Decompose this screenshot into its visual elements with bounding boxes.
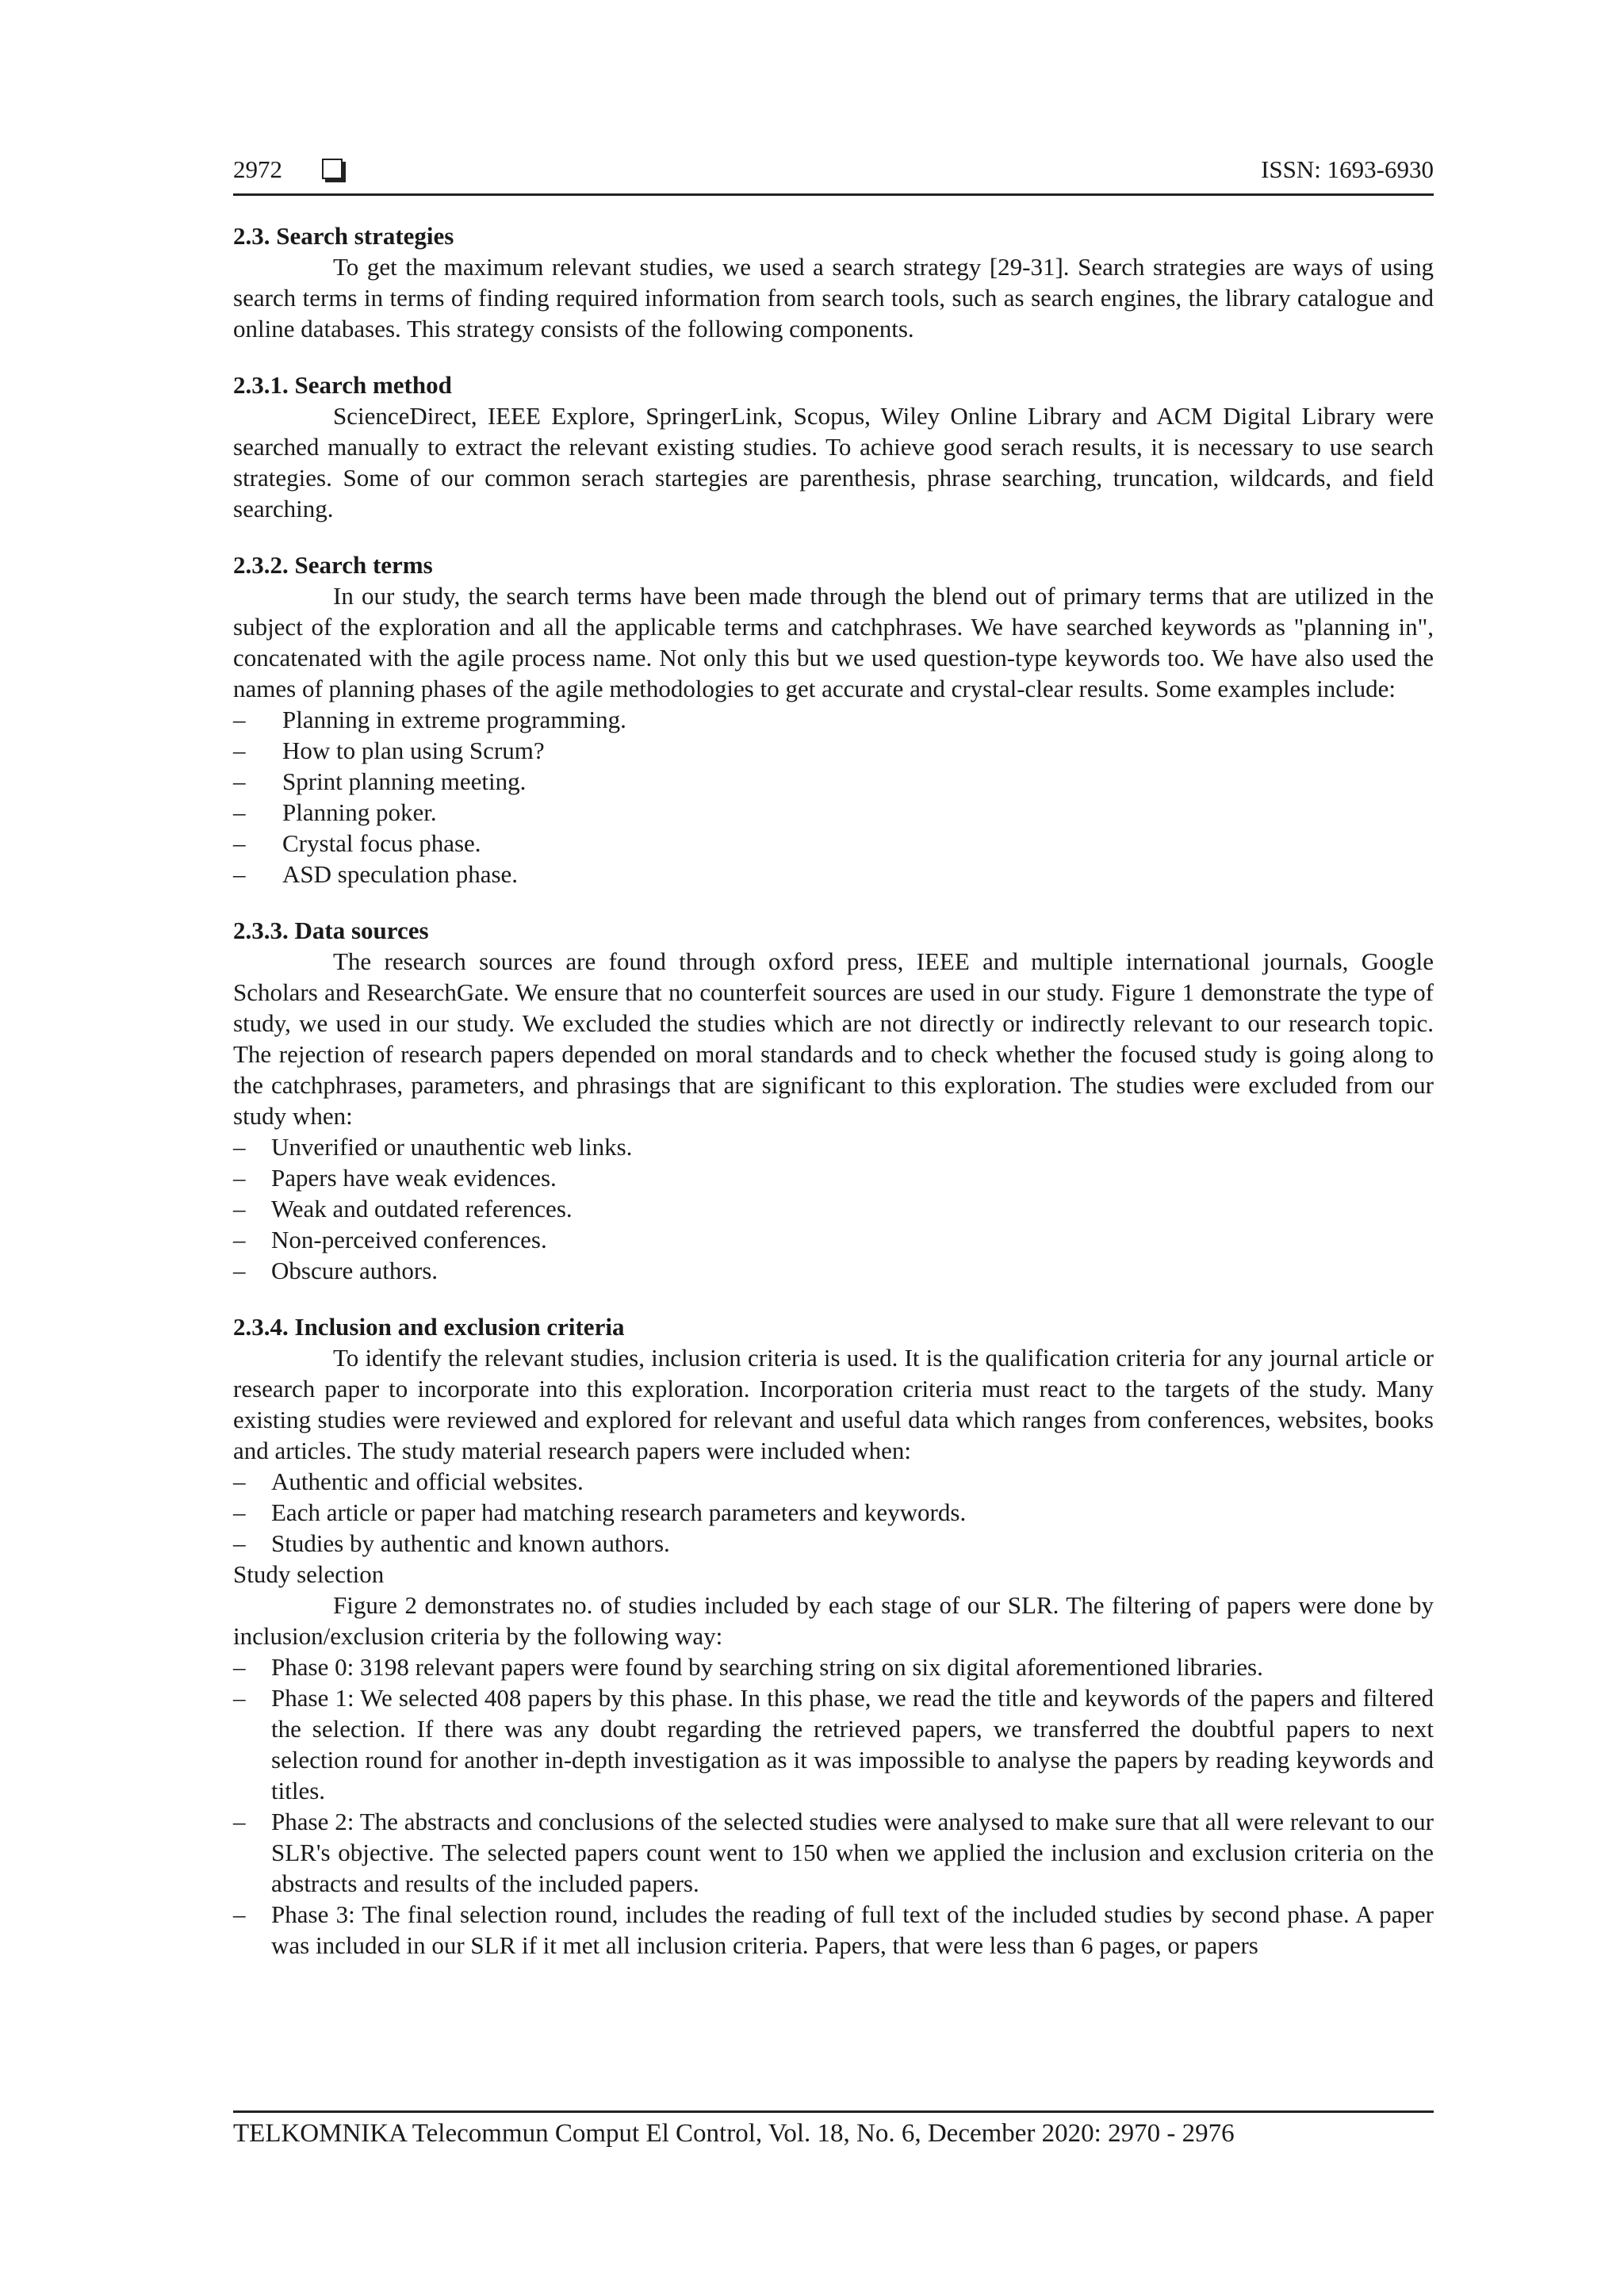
journal-page [233, 0, 1434, 2296]
list-item: – Phase 2: The abstracts and conclusions of the selected studies were analysed to make sure that all were relevant to our SLR's objective. The selected papers count went to 150 when we applied the inclusion and exclusion criteria on the abstracts and results of the included papers. [233, 1806, 1434, 1899]
list-item: – Planning poker. [233, 797, 1434, 828]
page-number: 2972 [233, 155, 282, 183]
section-heading-inclusion-criteria: 2.3.4. Inclusion and exclusion criteria [233, 1313, 625, 1341]
paragraph-search-terms: In our study, the search terms have been made through the blend out of primary terms that are utilized in the subject of the exploration and all the applicable terms and catchphrases. We have searched keywords as "planning in", concatenated with the agile process name. Not only this but we used question-type keywords too. We have also used the names of planning phases of the agile methodologies to get accurate and crystal-clear results. Some examples include: [233, 582, 1434, 702]
list-item: – Obscure authors. [233, 1255, 1434, 1286]
inclusion-list [233, 1466, 1434, 1559]
list-item: – Sprint planning meeting. [233, 766, 1434, 797]
section-heading-search-terms: 2.3.2. Search terms [233, 551, 433, 579]
list-item: – Crystal focus phase. [233, 828, 1434, 859]
page-header [233, 155, 1434, 196]
journal-citation: TELKOMNIKA Telecommun Comput El Control, Vol. 18, No. 6, December 2020: 2970 - 2976 [233, 2119, 1235, 2148]
list-item: – Phase 3: The final selection round, includes the reading of full text of the included studies by second phase. A paper was included in our SLR if it met all inclusion criteria. Papers, that were less than 6 pages, or papers [233, 1899, 1434, 1961]
issn-label: ISSN: 1693-6930 [1261, 155, 1434, 183]
list-item: – Studies by authentic and known authors. [233, 1528, 1434, 1559]
exclusion-list [233, 1131, 1434, 1286]
paragraph-inclusion-criteria: To identify the relevant studies, inclusion criteria is used. It is the qualification criteria for any journal article or research paper to incorporate into this exploration. Incorporation criteria must react to the targets of the study. Many existing studies were reviewed and explored for relevant and useful data which ranges from conferences, websites, books and articles. The study material research papers were included when: [233, 1344, 1434, 1464]
list-item: – Unverified or unauthentic web links. [233, 1131, 1434, 1162]
list-item: – Planning in extreme programming. [233, 704, 1434, 735]
phase-list [233, 1651, 1434, 1961]
section-heading-data-sources: 2.3.3. Data sources [233, 916, 429, 944]
list-item: – Each article or paper had matching research parameters and keywords. [233, 1497, 1434, 1528]
search-terms-list [233, 704, 1434, 890]
list-item: – Authentic and official websites. [233, 1466, 1434, 1497]
list-item: – Phase 0: 3198 relevant papers were found by searching string on six digital aforementioned libraries. [233, 1651, 1434, 1682]
list-item: – Phase 1: We selected 408 papers by this phase. In this phase, we read the title and keywords of the papers and filtered the selection. If there was any doubt regarding the retrieved papers, we transferred the doubtful papers to next selection round for another in-depth investigation as it was impossible to analyse the papers by reading keywords and titles. [233, 1682, 1434, 1806]
list-item: – Papers have weak evidences. [233, 1162, 1434, 1193]
paragraph-data-sources: The research sources are found through oxford press, IEEE and multiple international journals, Google Scholars and ResearchGate. We ensure that no counterfeit sources are used in our study. Figure 1 demonstrate the type of study, we used in our study. We excluded the studies which are not directly or indirectly relevant to our research topic. The rejection of research papers depended on moral standards and to check whether the focused study is going along to the catchphrases, parameters, and phrasings that are significant to this exploration. The studies were excluded from our study when: [233, 947, 1434, 1130]
box-icon [322, 159, 343, 179]
section-heading-search-method: 2.3.1. Search method [233, 371, 452, 399]
list-item: – Non-perceived conferences. [233, 1224, 1434, 1255]
page-footer [233, 2110, 1434, 2149]
list-item: – How to plan using Scrum? [233, 735, 1434, 766]
paragraph-search-method: ScienceDirect, IEEE Explore, SpringerLink, Scopus, Wiley Online Library and ACM Digital Library were searched manually to extract the relevant existing studies. To achieve good serach results, it is necessary to use search strategies. Some of our common serach startegies are parenthesis, phrase searching, truncation, wildcards, and field searching. [233, 402, 1434, 522]
paragraph-search-strategies: To get the maximum relevant studies, we used a search strategy [29-31]. Search strategies are ways of using search terms in terms of finding required information from search tools, such as search engines, the library catalogue and online databases. This strategy consists of the following components. [233, 253, 1434, 342]
list-item: – ASD speculation phase. [233, 859, 1434, 890]
paragraph-study-selection: Figure 2 demonstrates no. of studies included by each stage of our SLR. The filtering of papers were done by inclusion/exclusion criteria by the following way: [233, 1591, 1434, 1650]
list-item: – Weak and outdated references. [233, 1193, 1434, 1224]
study-selection-heading: Study selection [233, 1560, 385, 1588]
section-heading-search-strategies: 2.3. Search strategies [233, 222, 454, 250]
page-body [233, 220, 1434, 1961]
